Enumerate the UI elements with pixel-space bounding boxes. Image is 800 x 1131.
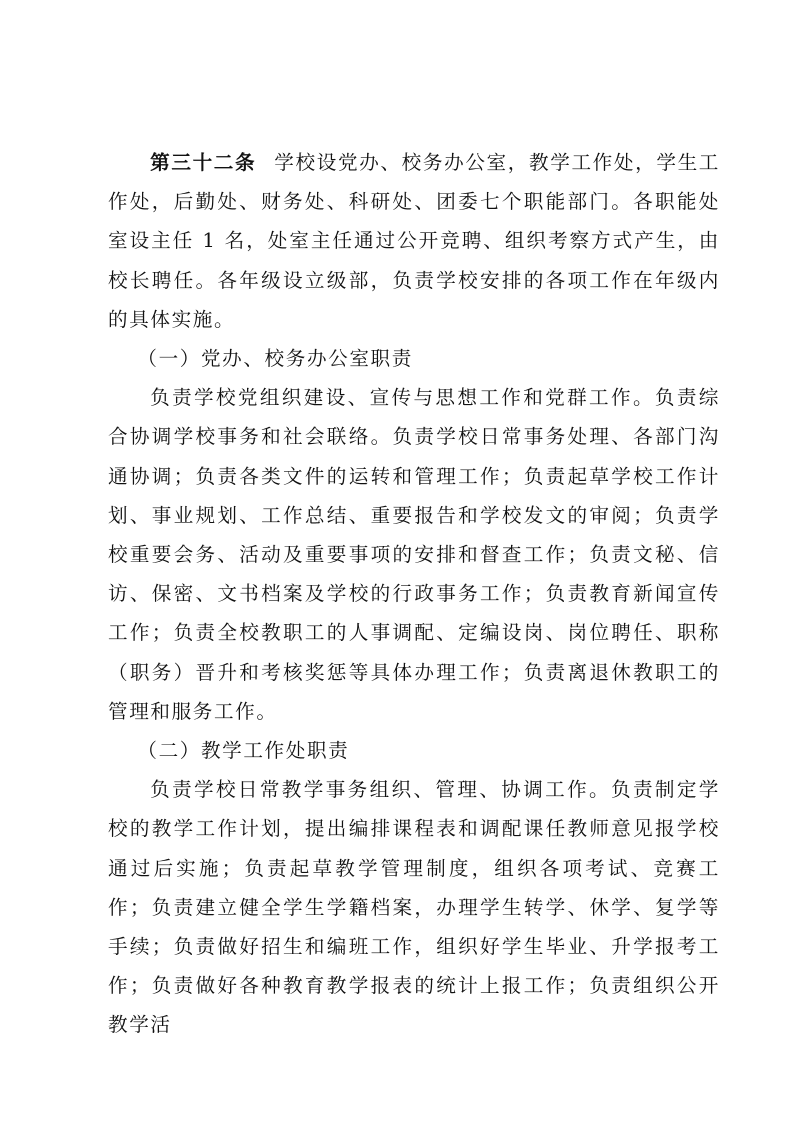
article-text: 学校设党办、校务办公室，教学工作处，学生工作处，后勤处、财务处、科研处、团委七个职能部门。各职能处室设主任 1 名，处室主任通过公开竞聘、组织考察方式产生，由校长聘任。各年级设立级部，负责学校安排的各项工作在年级内的具体实施。: [108, 151, 721, 331]
section-body-teaching-office: 负责学校日常教学事务组织、管理、协调工作。负责制定学校的教学工作计划，提出编排课程表和调配课任教师意见报学校通过后实施；负责起草教学管理制度，组织各项考试、竞赛工作；负责建立健全学生学籍档案，办理学生转学、休学、复学等手续；负责做好招生和编班工作，组织好学生毕业、升学报考工作；负责做好各种教育教学报表的统计上报工作；负责组织公开教学活: [108, 778, 720, 1037]
section-heading-party-office: （一）党办、校务办公室职责: [137, 347, 413, 371]
article-number: 第三十二条: [150, 151, 257, 174]
document-body: [108, 143, 720, 1045]
section-body-party-office: 负责学校党组织建设、宣传与思想工作和党群工作。负责综合协调学校事务和社会联络。负责学校日常事务处理、各部门沟通协调；负责各类文件的运转和管理工作；负责起草学校工作计划、事业规划、工作总结、重要报告和学校发文的审阅；负责学校重要会务、活动及重要事项的安排和督查工作；负责文秘、信访、保密、文书档案及学校的行政事务工作；负责教育新闻宣传工作；负责全校教职工的人事调配、定编设岗、岗位聘任、职称（职务）晋升和考核奖惩等具体办理工作；负责离退休教职工的管理和服务工作。: [108, 386, 720, 723]
article-paragraph: [108, 143, 720, 339]
section-heading-teaching-office: （二）教学工作处职责: [137, 739, 350, 763]
